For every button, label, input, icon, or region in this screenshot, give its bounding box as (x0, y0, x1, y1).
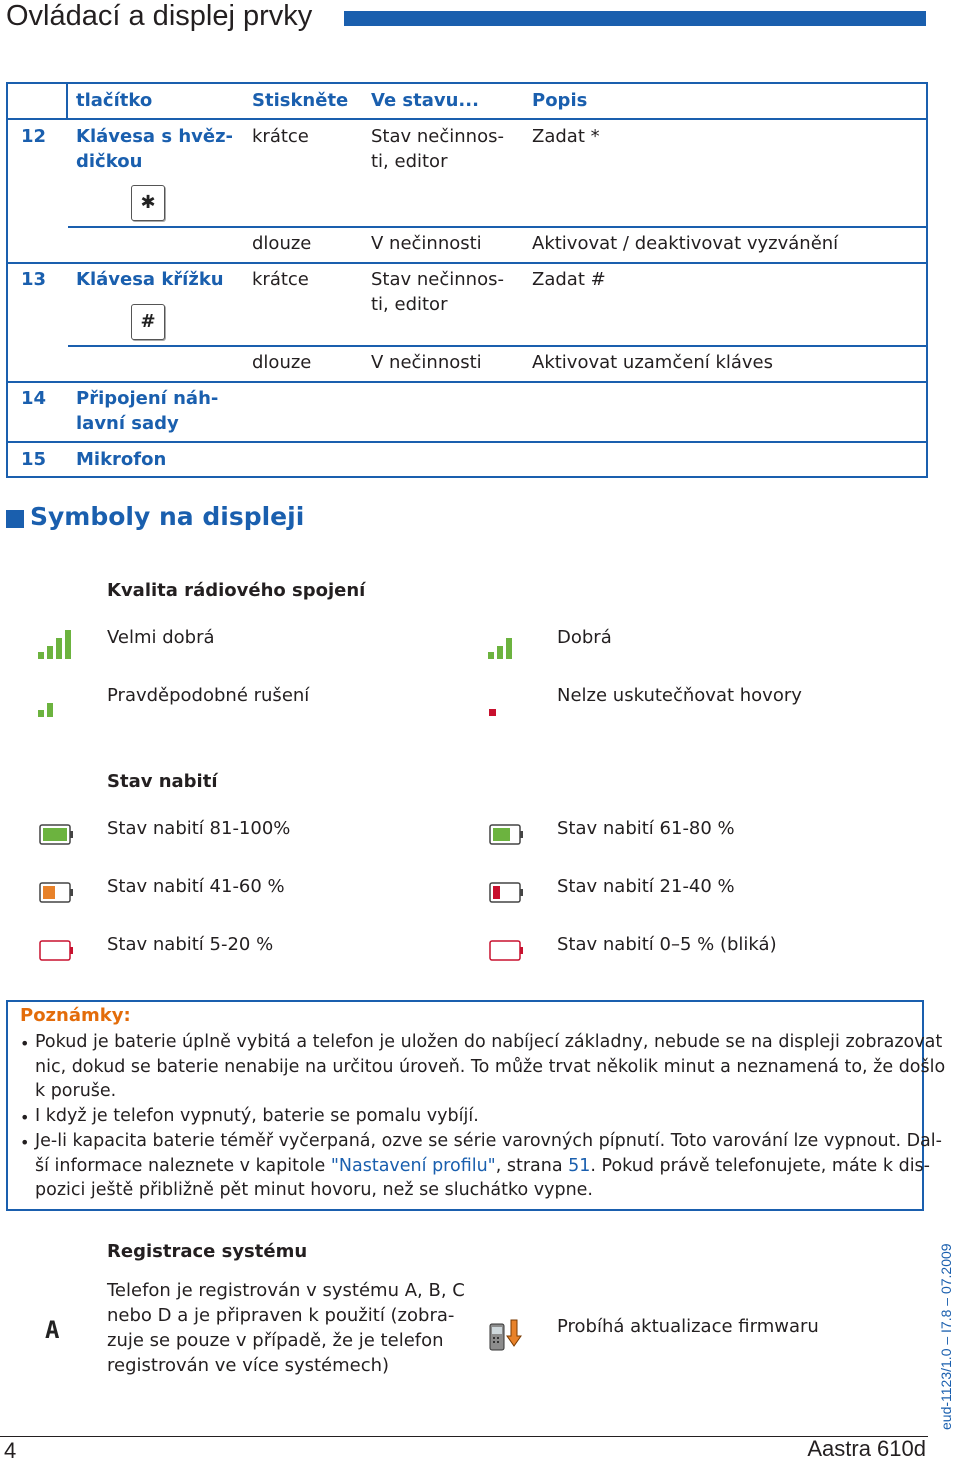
note-item (35, 1104, 479, 1129)
registration-line: nebo D a je připraven k použití (zobra- (107, 1305, 455, 1326)
description: Zadat * (532, 126, 600, 147)
section-marker (6, 510, 24, 528)
registration-title: Registrace systému (107, 1241, 308, 1262)
system-a-icon: A (45, 1316, 60, 1344)
table-divider (8, 441, 926, 443)
col-header-press: Stiskněte (252, 90, 349, 111)
signal-bar (47, 646, 53, 659)
battery-label: Stav nabití 41-60 % (107, 876, 285, 897)
battery-high-icon (489, 824, 525, 846)
signal-bar (506, 638, 512, 659)
bullet-icon: • (20, 1108, 30, 1127)
key-name: Klávesa křížku (76, 269, 224, 290)
signal-bar (56, 638, 62, 659)
no-signal-mark (489, 709, 496, 716)
note-line: pozici ještě přibližně pět minut hovoru, než se sluchátko vypne. (35, 1180, 593, 1201)
signal-label: Dobrá (557, 627, 612, 648)
row-number: 12 (21, 126, 47, 147)
description: Zadat # (532, 269, 606, 290)
battery-empty-icon (489, 940, 525, 962)
battery-label: Stav nabití 61-80 % (557, 818, 735, 839)
bullet-icon: • (20, 1133, 30, 1152)
page-number: 4 (4, 1438, 17, 1463)
state-text: Stav nečinnos- (371, 269, 504, 290)
note-item (35, 1030, 945, 1104)
battery-fill (43, 886, 55, 899)
press-type: krátce (252, 269, 309, 290)
state-text: Stav nečinnos- (371, 126, 504, 147)
description: Aktivovat uzamčení kláves (532, 352, 774, 373)
battery-label: Stav nabití 5-20 % (107, 934, 274, 955)
press-type: krátce (252, 126, 309, 147)
press-type: dlouze (252, 352, 312, 373)
registration-text (107, 1278, 465, 1378)
battery-fill (43, 828, 67, 841)
table-divider (8, 118, 926, 120)
table-divider (66, 84, 68, 118)
battery-low-icon (489, 882, 525, 904)
row-number: 14 (21, 388, 47, 409)
state-text: V nečinnosti (371, 352, 482, 373)
press-type: dlouze (252, 233, 312, 254)
signal-label: Velmi dobrá (107, 627, 215, 648)
col-header-key: tlačítko (76, 90, 153, 111)
bullet-icon: • (20, 1034, 30, 1053)
state-text: ti, editor (371, 294, 448, 315)
note-line: Je-li kapacita baterie téměř vyčerpaná, ozve se série varovných pípnutí. Toto varování lze vypnout. Dal- (35, 1131, 942, 1151)
key-name: Připojení náh- (76, 388, 219, 409)
note-text: . Pokud právě telefonujete, máte k dis- (590, 1155, 930, 1176)
page-title: Ovládací a displej prvky (6, 0, 313, 32)
firmware-update-icon (489, 1316, 525, 1352)
signal-none-icon (489, 709, 497, 717)
signal-bar (65, 630, 71, 659)
col-header-desc: Popis (532, 90, 588, 111)
section-title: Symboly na displeji (30, 502, 305, 531)
radio-quality-title: Kvalita rádiového spojení (107, 580, 366, 601)
signal-bar (488, 652, 494, 659)
key-name: Mikrofon (76, 449, 167, 470)
signal-bar (497, 646, 503, 659)
signal-bar (38, 710, 44, 717)
table-divider (8, 381, 926, 383)
battery-label: Stav nabití 21-40 % (557, 876, 735, 897)
battery-label: Stav nabití 81-100% (107, 818, 291, 839)
key-name: dičkou (76, 151, 143, 172)
note-text: ší informace naleznete v kapitole (35, 1155, 331, 1176)
note-line: k poruše. (35, 1081, 117, 1102)
star-key-icon: ✱ (131, 185, 165, 221)
signal-4-bars-icon (38, 630, 74, 660)
registration-line: registrován ve více systémech) (107, 1355, 390, 1376)
state-text: ti, editor (371, 151, 448, 172)
product-model: Aastra 610d (807, 1436, 926, 1461)
note-line: I když je telefon vypnutý, baterie se pomalu vybíjí. (35, 1106, 479, 1126)
table-divider (68, 345, 926, 347)
signal-3-bars-icon (488, 638, 516, 660)
battery-title: Stav nabití (107, 771, 218, 792)
note-item (35, 1129, 942, 1203)
note-text: , strana (495, 1155, 569, 1176)
description: Aktivovat / deaktivovat vyzvánění (532, 233, 839, 254)
registration-line: Telefon je registrován v systému A, B, C (107, 1280, 465, 1301)
table-divider (68, 226, 926, 228)
page-ref-link[interactable]: 51 (568, 1155, 591, 1176)
battery-full-icon (39, 824, 75, 846)
row-number: 13 (21, 269, 47, 290)
note-line: Pokud je baterie úplně vybitá a telefon je uložen do nabíjecí základny, nebude se na displeji zobrazovat (35, 1032, 943, 1052)
footer-divider (0, 1436, 928, 1437)
signal-bar (38, 652, 44, 659)
notes-title: Poznámky: (20, 1005, 131, 1026)
signal-label: Pravděpodobné rušení (107, 685, 310, 706)
col-header-state: Ve stavu... (371, 90, 479, 111)
battery-label: Stav nabití 0–5 % (bliká) (557, 934, 777, 955)
doc-code: eud-1123/1.0 – I7.8 – 07.2009 (938, 1243, 954, 1430)
table-divider (8, 262, 926, 264)
signal-2-bars-icon (38, 703, 56, 718)
registration-line: zuje se pouze v případě, že je telefon (107, 1330, 444, 1351)
header-bar (344, 11, 926, 26)
firmware-label: Probíhá aktualizace firmwaru (557, 1316, 819, 1337)
battery-fill (493, 828, 510, 841)
battery-fill (493, 886, 500, 899)
key-name: lavní sady (76, 413, 179, 434)
signal-label: Nelze uskutečňovat hovory (557, 685, 802, 706)
state-text: V nečinnosti (371, 233, 482, 254)
note-line (35, 1154, 942, 1179)
signal-bar (47, 703, 53, 717)
hash-key-icon: # (131, 304, 165, 340)
battery-verylow-icon (39, 940, 75, 962)
battery-half-icon (39, 882, 75, 904)
row-number: 15 (21, 449, 47, 470)
note-line: nic, dokud se baterie nenabije na určitou úroveň. To může trvat několik minut a neznamená to, že došlo (35, 1056, 946, 1077)
profile-settings-link[interactable]: "Nastavení profilu" (330, 1155, 496, 1176)
key-name: Klávesa s hvěz- (76, 126, 234, 147)
